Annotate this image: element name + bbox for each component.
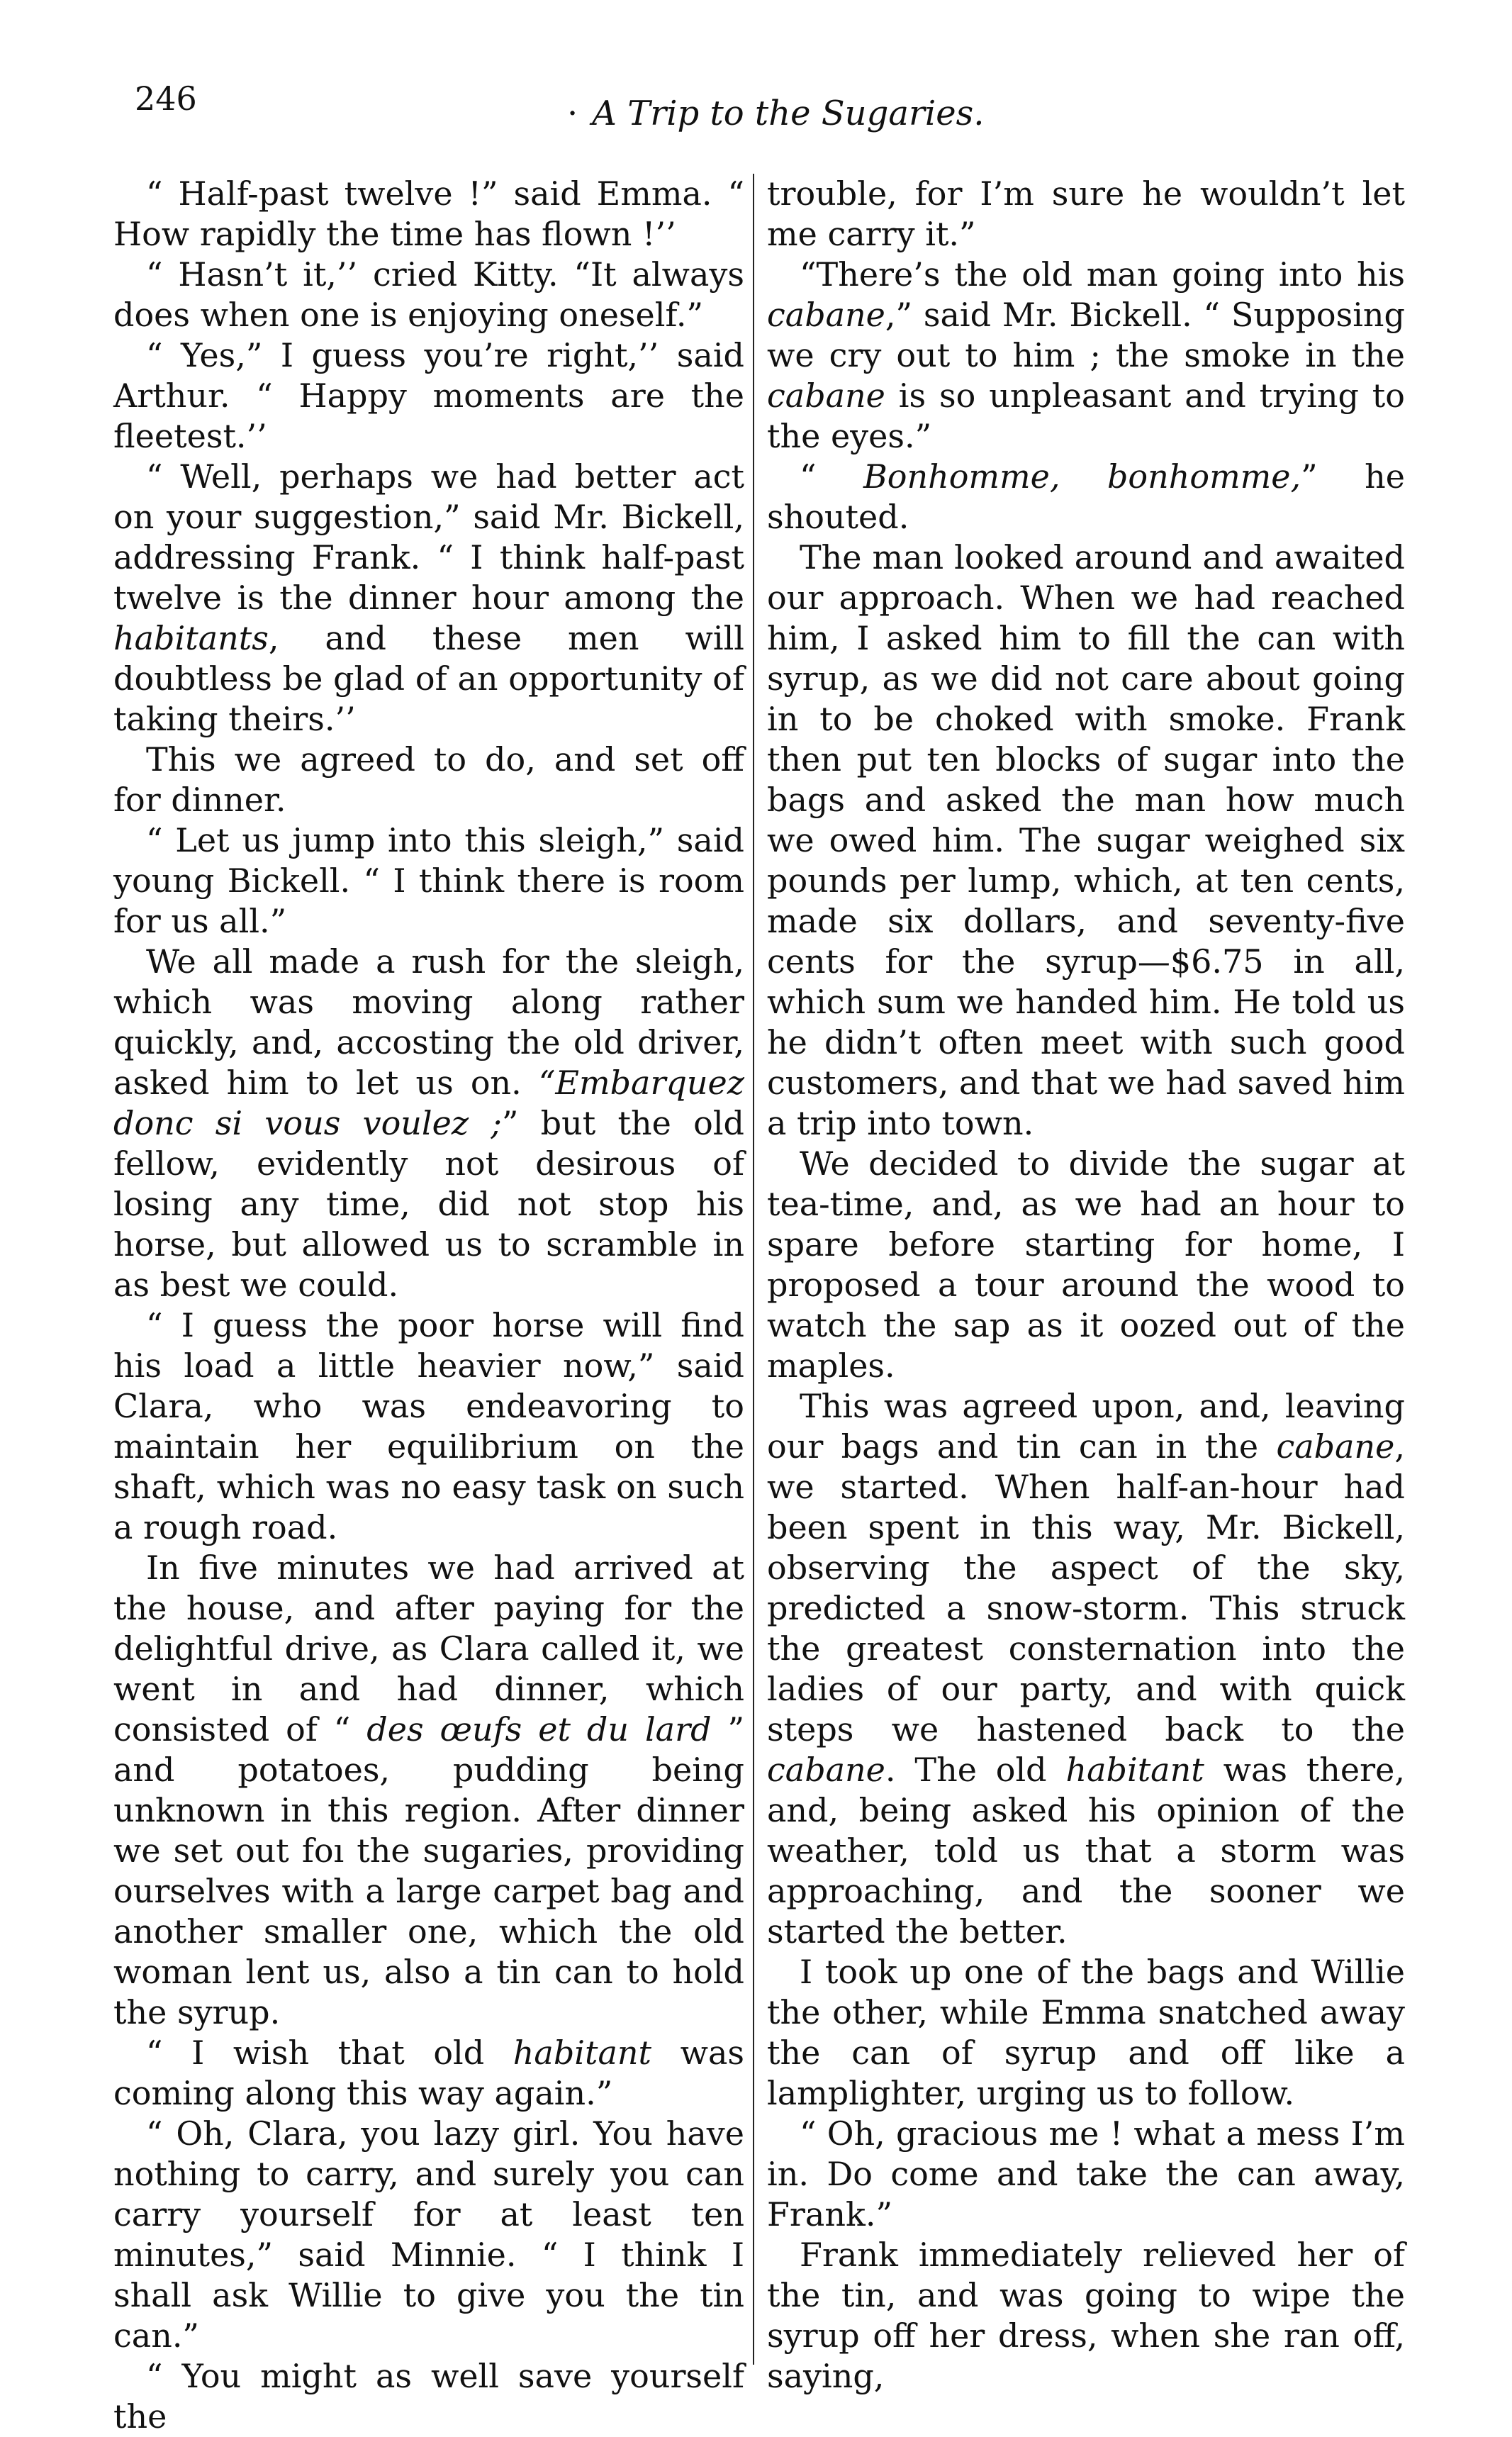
text-run: We decided to divide the sugar at tea-time, and, as we had an hour to spare before starting for home, I proposed a tour around the wood to watch the sap as it oozed out of the maples.	[767, 1144, 1405, 1385]
text-run: Frank immediately relieved her of the tin, and was going to wipe the syrup off her dress, when she ran off, saying,	[767, 2236, 1405, 2395]
italic-text: cabane	[767, 377, 885, 415]
text-run: “ Hasn’t it,’’ cried Kitty. “It always does when one is enjoying oneself.”	[113, 255, 744, 334]
italic-text: “Embarquez donc si vous voulez ;	[113, 1064, 744, 1142]
text-run: This we agreed to do, and set off for dinner.	[113, 740, 744, 819]
paragraph	[767, 2114, 1405, 2235]
page-header	[135, 79, 1411, 143]
paragraph	[113, 1548, 744, 2033]
text-run: , we started. When half-an-hour had been spent in this way, Mr. Bickell, observing the aspect of the sky, predicted a snow-storm. This struck the greatest consternation into the ladies of our party, and with quick steps we hastened back to the	[767, 1427, 1405, 1749]
paragraph	[113, 335, 744, 457]
paragraph	[767, 537, 1405, 1144]
text-run: ” he shouted.	[767, 457, 1405, 536]
text-run: “ I guess the poor horse will find his load a little heavier now,” said Clara, who was endeavoring to maintain her equilibrium on the shaft, which was no easy task on such a rough road.	[113, 1306, 744, 1546]
paragraph	[767, 255, 1405, 457]
paragraph	[113, 740, 744, 820]
paragraph	[113, 174, 744, 255]
italic-text: habitant	[1065, 1751, 1204, 1789]
paragraph	[113, 820, 744, 942]
paragraph	[113, 2356, 744, 2437]
text-run: is so unpleasant and trying to the eyes.”	[767, 377, 1405, 455]
column-divider	[753, 174, 754, 2365]
paragraph	[767, 2235, 1405, 2397]
text-run: I took up one of the bags and Willie the other, while Emma snatched away the can of syrup and off like a lamplighter, urging us to follow.	[767, 1953, 1405, 2112]
page-number: 246	[135, 79, 197, 118]
text-run: was there, and, being asked his opinion of the weather, told us that a storm was approaching, and the sooner we started the better.	[767, 1751, 1405, 1951]
text-run: “ Oh, Clara, you lazy girl. You have nothing to carry, and surely you can carry yourself for at least ten minutes,” said Minnie. “ I think I shall ask Willie to give you the tin can.”	[113, 2114, 744, 2355]
paragraph	[767, 1144, 1405, 1386]
text-run: This was agreed upon, and, leaving our bags and tin can in the	[767, 1387, 1405, 1466]
text-run: , and these men will doubtless be glad of an opportunity of taking theirs.’’	[113, 619, 744, 738]
text-run: “ I wish that old	[146, 2034, 513, 2072]
italic-text: Bonhomme, bonhomme,	[863, 457, 1301, 496]
paragraph	[113, 457, 744, 740]
text-run: The man looked around and awaited our approach. When we had reached him, I asked him to fill the can with syrup, as we did not care about going in to be choked with smoke. Frank then put ten blocks of sugar into the bags and asked the man how much we owed him. The sugar weighed six pounds per lump, which, at ten cents, made six dollars, and seventy-five cents for the syrup—$6.75 in all, which sum we handed him. He told us he didn’t often meet with such good customers, and that we had saved him a trip into town.	[767, 538, 1405, 1142]
paragraph	[113, 255, 744, 335]
italic-text: cabane	[767, 1751, 885, 1789]
italic-text: cabane	[767, 296, 885, 334]
running-title-text: A Trip to the Sugaries.	[592, 94, 985, 133]
italic-text: habitant	[513, 2034, 652, 2072]
paragraph	[767, 1952, 1405, 2114]
text-run: In five minutes we had arrived at the house, and after paying for the delightful drive, as Clara called it, we went in and had dinner, which consisted of “	[113, 1549, 744, 1749]
paragraph	[113, 2033, 744, 2114]
text-run: was coming along this way again.”	[113, 2034, 744, 2112]
paragraph	[113, 942, 744, 1305]
italic-text: des œufs et du lard	[366, 1710, 712, 1749]
text-run: ” but the old fellow, evidently not desirous of losing any time, did not stop his horse, but allowed us to scramble in as best we could.	[113, 1104, 744, 1304]
text-run: . The old	[885, 1751, 1066, 1789]
paragraph	[113, 1305, 744, 1548]
paragraph	[113, 2114, 744, 2356]
left-column	[113, 174, 744, 2437]
text-run: “ Well, perhaps we had better act on your suggestion,” said Mr. Bickell, addressing Frank. “ I think half-past twelve is the dinner hour among the	[113, 457, 744, 617]
text-run: “ Let us jump into this sleigh,” said young Bickell. “ I think there is room for us all.”	[113, 821, 744, 940]
right-column	[767, 174, 1405, 2397]
paragraph	[767, 457, 1405, 537]
text-run: “There’s the old man going into his	[800, 255, 1405, 294]
continued-paragraph: trouble, for I’m sure he wouldn’t let me carry it.”	[767, 174, 1405, 253]
italic-text: habitants	[113, 619, 269, 657]
italic-text: cabane	[1276, 1427, 1395, 1466]
text-run: “	[800, 457, 863, 496]
text-run: ” and potatoes, pudding being unknown in this region. After dinner we set out foı the sugaries, providing ourselves with a large carpet bag and another smaller one, which the old woman lent us, also a tin can to hold the syrup.	[113, 1710, 745, 2031]
text-run: “ Half-past twelve !” said Emma. “ How rapidly the time has flown !’’	[113, 174, 744, 253]
running-title	[567, 94, 985, 133]
text-run: “ Oh, gracious me ! what a mess I’m in. Do come and take the can away, Frank.”	[767, 2114, 1405, 2234]
text-run: ,” said Mr. Bickell. “ Supposing we cry out to him ; the smoke in the	[767, 296, 1405, 374]
text-run: “ Yes,” I guess you’re right,’’ said Arthur. “ Happy moments are the fleetest.’’	[113, 336, 744, 455]
title-dot: ·	[567, 94, 578, 133]
paragraph	[767, 1386, 1405, 1952]
text-run: We all made a rush for the sleigh, which was moving along rather quickly, and, accosting the old driver, asked him to let us on.	[113, 942, 744, 1102]
text-run: “ You might as well save yourself the	[113, 2357, 744, 2436]
